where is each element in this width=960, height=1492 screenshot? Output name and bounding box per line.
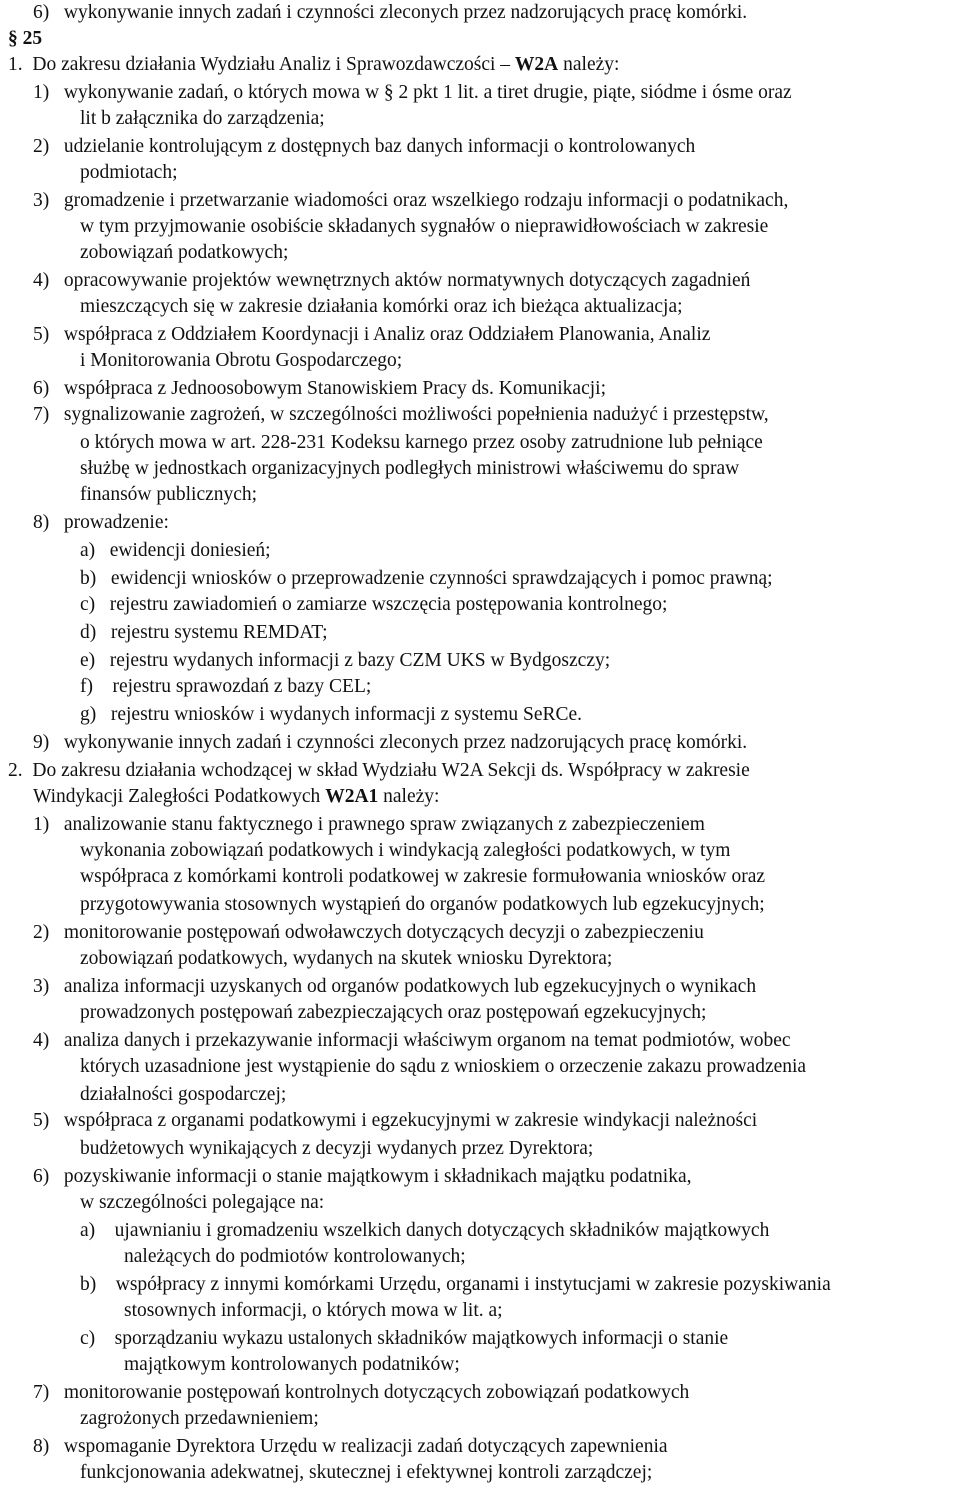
document-line: których uzasadnione jest wystąpienie do sądu z wnioskiem o orzeczenie zakazu prowadzenia — [80, 1056, 807, 1077]
document-line: 1. Do zakresu działania Wydziału Analiz i Sprawozdawczości – W2A należy: — [8, 54, 620, 75]
document-line: c) rejestru zawiadomień o zamiarze wszczęcia postępowania kontrolnego; — [80, 594, 668, 615]
document-line: mieszczących się w zakresie działania komórki oraz ich bieżąca aktualizacja; — [80, 296, 683, 317]
document-line: b) współpracy z innymi komórkami Urzędu, organami i instytucjami w zakresie pozyskiwania — [80, 1274, 831, 1295]
document-line: w szczególności polegające na: — [80, 1192, 325, 1213]
document-line: wykonania zobowiązań podatkowych i windykacją zaległości podatkowych, w tym — [80, 840, 731, 861]
document-line: budżetowych wynikających z decyzji wydanych przez Dyrektora; — [80, 1138, 594, 1159]
document-line: zobowiązań podatkowych; — [80, 242, 289, 263]
document-line: 5) współpraca z Oddziałem Koordynacji i Analiz oraz Oddziałem Planowania, Analiz — [33, 324, 711, 345]
document-line: 2. Do zakresu działania wchodzącej w skład Wydziału W2A Sekcji ds. Współpracy w zakresie — [8, 760, 750, 781]
document-line: 8) wspomaganie Dyrektora Urzędu w realizacji zadań dotyczących zapewnienia — [33, 1436, 668, 1457]
document-line: Windykacji Zaległości Podatkowych W2A1 należy: — [33, 786, 440, 807]
document-line: w tym przyjmowanie osobiście składanych sygnałów o nieprawidłowościach w zakresie — [80, 216, 769, 237]
document-line: f) rejestru sprawozdań z bazy CEL; — [80, 676, 372, 697]
bold-fragment: W2A1 — [325, 786, 379, 807]
document-line: 6) wykonywanie innych zadań i czynności zleconych przez nadzorujących pracę komórki. — [33, 2, 748, 23]
document-line: współpraca z komórkami kontroli podatkowej w zakresie formułowania wniosków oraz — [80, 866, 766, 887]
document-line: funkcjonowania adekwatnej, skutecznej i efektywnej kontroli zarządczej; — [80, 1462, 653, 1483]
document-line: zobowiązań podatkowych, wydanych na skutek wniosku Dyrektora; — [80, 948, 613, 969]
document-line: d) rejestru systemu REMDAT; — [80, 622, 328, 643]
document-line: majątkowym kontrolowanych podatników; — [124, 1354, 460, 1375]
document-line: 9) wykonywanie innych zadań i czynności zleconych przez nadzorujących pracę komórki. — [33, 732, 748, 753]
document-line: 4) analiza danych i przekazywanie informacji właściwym organom na temat podmiotów, wobec — [33, 1030, 791, 1051]
document-line: finansów publicznych; — [80, 484, 258, 505]
document-line: działalności gospodarczej; — [80, 1084, 287, 1105]
document-line: 7) sygnalizowanie zagrożeń, w szczególności możliwości popełnienia nadużyć i przestępstw, — [33, 404, 769, 425]
document-line: a) ewidencji doniesień; — [80, 540, 271, 561]
document-line: 1) analizowanie stanu faktycznego i prawnego spraw związanych z zabezpieczeniem — [33, 814, 705, 835]
document-line: § 25 — [8, 28, 43, 49]
document-line: 1) wykonywanie zadań, o których mowa w § 2 pkt 1 lit. a tiret drugie, piąte, siódme i ósme oraz — [33, 82, 792, 103]
document-line: o których mowa w art. 228-231 Kodeksu karnego przez osoby zatrudnione lub pełniące — [80, 432, 763, 453]
document-line: 6) pozyskiwanie informacji o stanie majątkowym i składnikach majątku podatnika, — [33, 1166, 692, 1187]
document-line: prowadzonych postępowań zabezpieczających oraz postępowań egzekucyjnych; — [80, 1002, 707, 1023]
document-line: należących do podmiotów kontrolowanych; — [124, 1246, 466, 1267]
document-line: 7) monitorowanie postępowań kontrolnych dotyczących zobowiązań podatkowych — [33, 1382, 690, 1403]
document-line: 3) gromadzenie i przetwarzanie wiadomości oraz wszelkiego rodzaju informacji o podatnikach, — [33, 190, 789, 211]
document-line: służbę w jednostkach organizacyjnych podległych ministrowi właściwemu do spraw — [80, 458, 740, 479]
document-line: podmiotach; — [80, 162, 178, 183]
document-line: 6) współpraca z Jednoosobowym Stanowiskiem Pracy ds. Komunikacji; — [33, 378, 606, 399]
document-line: stosownych informacji, o których mowa w lit. a; — [124, 1300, 503, 1321]
document-line: g) rejestru wniosków i wydanych informacji z systemu SeRCe. — [80, 704, 583, 725]
document-line: c) sporządzaniu wykazu ustalonych składników majątkowych informacji o stanie — [80, 1328, 729, 1349]
document-line: a) ujawnianiu i gromadzeniu wszelkich danych dotyczących składników majątkowych — [80, 1220, 770, 1241]
document-line: b) ewidencji wniosków o przeprowadzenie czynności sprawdzających i pomoc prawną; — [80, 568, 773, 589]
document-line: 3) analiza informacji uzyskanych od organów podatkowych lub egzekucyjnych o wynikach — [33, 976, 757, 997]
document-line: e) rejestru wydanych informacji z bazy CZM UKS w Bydgoszczy; — [80, 650, 611, 671]
document-line: 2) monitorowanie postępowań odwoławczych dotyczących decyzji o zabezpieczeniu — [33, 922, 704, 943]
document-line: 8) prowadzenie: — [33, 512, 169, 533]
document-line: lit b załącznika do zarządzenia; — [80, 108, 325, 129]
document-line: zagrożonych przedawnieniem; — [80, 1408, 319, 1429]
document-line: 2) udzielanie kontrolującym z dostępnych baz danych informacji o kontrolowanych — [33, 136, 696, 157]
document-line: 4) opracowywanie projektów wewnętrznych aktów normatywnych dotyczących zagadnień — [33, 270, 751, 291]
bold-fragment: W2A — [514, 54, 559, 75]
document-line: przygotowywania stosownych wystąpień do organów podatkowych lub egzekucyjnych; — [80, 894, 765, 915]
document-line: i Monitorowania Obrotu Gospodarczego; — [80, 350, 403, 371]
document-line: 5) współpraca z organami podatkowymi i egzekucyjnymi w zakresie windykacji należności — [33, 1110, 758, 1131]
